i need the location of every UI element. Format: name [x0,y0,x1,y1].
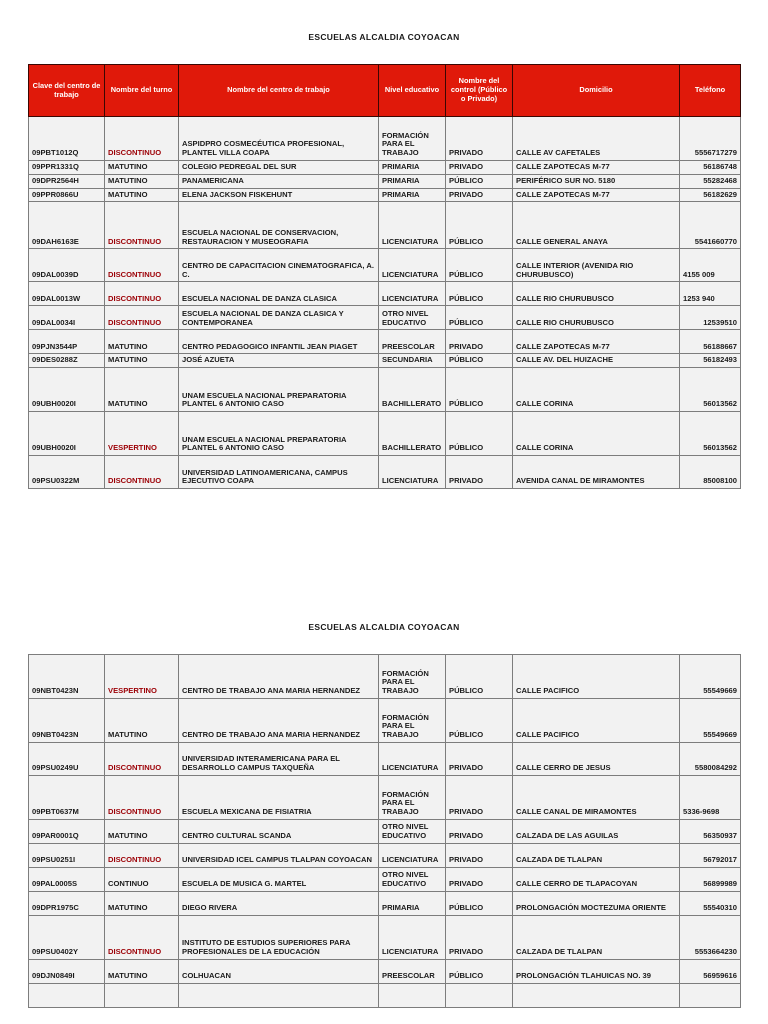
cell-clave[interactable]: 09DAL0034I [29,306,105,330]
table-row [29,306,741,330]
cell-centro[interactable]: ESCUELA NACIONAL DE DANZA CLASICA Y CONTEMPORANEA [179,306,379,330]
cell-telefono[interactable]: 55540310 [680,892,741,916]
cell-centro[interactable]: ESCUELA MEXICANA DE FISIATRIA [179,776,379,820]
cell-telefono[interactable]: 4155 009 [680,249,741,282]
cell-clave[interactable]: 09DAH6163E [29,202,105,249]
cell-clave[interactable]: 09PPR1331Q [29,161,105,175]
cell-control[interactable]: PRIVADO [446,117,513,161]
cell-centro[interactable]: ESCUELA NACIONAL DE DANZA CLASICA [179,282,379,306]
cell-domicilio[interactable]: CALZADA DE LAS AGUILAS [513,820,680,844]
cell-clave[interactable]: 09UBH0020I [29,368,105,412]
cell-domicilio[interactable]: PROLONGACIÓN TLAHUICAS NO. 39 [513,960,680,984]
cell-control[interactable]: PÚBLICO [446,249,513,282]
cell-control[interactable]: PRIVADO [446,161,513,175]
table-row [29,249,741,282]
table-row [29,868,741,892]
cell-telefono[interactable]: 56013562 [680,412,741,456]
cell-clave[interactable]: 09PAL0005S [29,868,105,892]
cell-clave[interactable]: 09PJN3544P [29,330,105,354]
cell-telefono[interactable]: 55549669 [680,655,741,699]
cell-nivel[interactable] [379,984,446,1008]
cell-nivel[interactable]: BACHILLERATO [379,368,446,412]
cell-control[interactable]: PÚBLICO [446,368,513,412]
table-row [29,202,741,249]
cell-clave[interactable]: 09NBT0423N [29,655,105,699]
table-row [29,699,741,743]
cell-control[interactable]: PÚBLICO [446,354,513,368]
schools-table-1 [28,64,741,489]
cell-domicilio[interactable]: CALLE ZAPOTECAS M-77 [513,161,680,175]
cell-turno[interactable]: DISCONTINUO [105,306,179,330]
cell-control[interactable]: PRIVADO [446,776,513,820]
cell-domicilio[interactable]: CALLE CORINA [513,368,680,412]
table-row [29,776,741,820]
cell-control[interactable]: PÚBLICO [446,655,513,699]
cell-centro[interactable]: JOSÉ AZUETA [179,354,379,368]
page-title-2: ESCUELAS ALCALDIA COYOACAN [308,622,460,632]
cell-control[interactable]: PRIVADO [446,188,513,202]
cell-nivel[interactable]: FORMACIÓN PARA EL TRABAJO [379,117,446,161]
cell-domicilio[interactable]: CALLE RIO CHURUBUSCO [513,282,680,306]
cell-control[interactable]: PÚBLICO [446,960,513,984]
cell-centro[interactable]: ELENA JACKSON FISKEHUNT [179,188,379,202]
cell-telefono[interactable]: 5556717279 [680,117,741,161]
cell-domicilio[interactable]: CALLE RIO CHURUBUSCO [513,306,680,330]
cell-clave[interactable]: 09DPR1975C [29,892,105,916]
col-header-turno[interactable]: Nombre del turno [105,65,179,117]
cell-centro[interactable]: UNAM ESCUELA NACIONAL PREPARATORIA PLANTEL 6 ANTONIO CASO [179,412,379,456]
header-row [29,65,741,117]
table-row [29,174,741,188]
cell-telefono[interactable]: 12539510 [680,306,741,330]
table-row [29,960,741,984]
cell-control[interactable]: PRIVADO [446,844,513,868]
cell-turno[interactable]: DISCONTINUO [105,202,179,249]
cell-telefono[interactable]: 1253 940 [680,282,741,306]
cell-domicilio[interactable]: CALLE CERRO DE JESUS [513,743,680,776]
cell-turno[interactable]: DISCONTINUO [105,844,179,868]
cell-domicilio[interactable]: PERIFÉRICO SUR NO. 5180 [513,174,680,188]
cell-turno[interactable]: MATUTINO [105,188,179,202]
cell-domicilio[interactable]: CALLE ZAPOTECAS M-77 [513,330,680,354]
cell-clave[interactable]: 09PBT0637M [29,776,105,820]
cell-domicilio[interactable]: CALLE PACIFICO [513,655,680,699]
cell-centro[interactable]: DIEGO RIVERA [179,892,379,916]
cell-nivel[interactable]: LICENCIATURA [379,282,446,306]
table-row [29,456,741,489]
cell-domicilio[interactable]: PROLONGACIÓN MOCTEZUMA ORIENTE [513,892,680,916]
table-row [29,354,741,368]
table-row [29,984,741,1008]
cell-clave[interactable]: 09DJN0849I [29,960,105,984]
cell-telefono[interactable]: 55549669 [680,699,741,743]
cell-centro[interactable]: COLEGIO PEDREGAL DEL SUR [179,161,379,175]
table-row [29,655,741,699]
cell-clave[interactable] [29,984,105,1008]
cell-control[interactable]: PÚBLICO [446,699,513,743]
cell-centro[interactable]: ESCUELA NACIONAL DE CONSERVACION, RESTAURACION Y MUSEOGRAFIA [179,202,379,249]
cell-turno[interactable]: MATUTINO [105,354,179,368]
cell-control[interactable]: PRIVADO [446,820,513,844]
col-header-control[interactable]: Nombre del control (Público o Privado) [446,65,513,117]
table-section-2 [28,620,740,1008]
cell-telefono[interactable]: 56182629 [680,188,741,202]
cell-domicilio[interactable]: CALZADA DE TLALPAN [513,844,680,868]
table-row [29,892,741,916]
cell-nivel[interactable]: LICENCIATURA [379,916,446,960]
cell-turno[interactable]: MATUTINO [105,699,179,743]
col-header-telefono[interactable]: Teléfono [680,65,741,117]
cell-nivel[interactable]: FORMACIÓN PARA EL TRABAJO [379,655,446,699]
col-header-domicilio[interactable]: Domicilio [513,65,680,117]
cell-control[interactable]: PRIVADO [446,456,513,489]
table-row [29,743,741,776]
cell-domicilio[interactable]: CALLE CERRO DE TLAPACOYAN [513,868,680,892]
cell-telefono[interactable]: 55282468 [680,174,741,188]
cell-nivel[interactable]: PRIMARIA [379,174,446,188]
cell-nivel[interactable]: LICENCIATURA [379,743,446,776]
page-title-1: ESCUELAS ALCALDIA COYOACAN [308,32,460,42]
table-body-1 [29,117,741,489]
cell-clave[interactable]: 09DES0288Z [29,354,105,368]
cell-control[interactable]: PÚBLICO [446,174,513,188]
table-row [29,412,741,456]
cell-turno[interactable]: MATUTINO [105,892,179,916]
cell-control[interactable]: PÚBLICO [446,202,513,249]
cell-centro[interactable]: INSTITUTO DE ESTUDIOS SUPERIORES PARA PROFESIONALES DE LA EDUCACIÓN [179,916,379,960]
cell-centro[interactable]: ASPIDPRO COSMECÉUTICA PROFESIONAL, PLANTEL VILLA COAPA [179,117,379,161]
table-body-2 [29,655,741,1008]
table-row [29,117,741,161]
cell-clave[interactable]: 09DAL0039D [29,249,105,282]
table-row [29,188,741,202]
cell-turno[interactable]: DISCONTINUO [105,456,179,489]
cell-telefono[interactable] [680,984,741,1008]
table-row [29,844,741,868]
cell-turno[interactable]: DISCONTINUO [105,776,179,820]
cell-control[interactable]: PRIVADO [446,916,513,960]
cell-domicilio[interactable]: CALLE CANAL DE MIRAMONTES [513,776,680,820]
cell-turno[interactable]: MATUTINO [105,330,179,354]
cell-domicilio[interactable]: CALLE GENERAL ANAYA [513,202,680,249]
cell-control[interactable]: PRIVADO [446,868,513,892]
cell-turno[interactable]: MATUTINO [105,368,179,412]
title-spacer-1 [28,44,740,64]
cell-nivel[interactable]: PREESCOLAR [379,330,446,354]
cell-control[interactable] [446,984,513,1008]
col-header-nivel[interactable]: Nivel educativo [379,65,446,117]
cell-domicilio[interactable]: CALLE ZAPOTECAS M-77 [513,188,680,202]
cell-turno[interactable]: DISCONTINUO [105,117,179,161]
cell-centro[interactable]: CENTRO DE TRABAJO ANA MARIA HERNANDEZ [179,655,379,699]
cell-control[interactable]: PÚBLICO [446,892,513,916]
cell-centro[interactable]: ESCUELA DE MUSICA G. MARTEL [179,868,379,892]
cell-centro[interactable]: UNIVERSIDAD LATINOAMERICANA, CAMPUS EJECUTIVO COAPA [179,456,379,489]
cell-nivel[interactable]: LICENCIATURA [379,249,446,282]
cell-telefono[interactable]: 56182493 [680,354,741,368]
cell-clave[interactable]: 09PSU0251I [29,844,105,868]
cell-nivel[interactable]: FORMACIÓN PARA EL TRABAJO [379,699,446,743]
cell-domicilio[interactable]: CALZADA DE TLALPAN [513,916,680,960]
cell-telefono[interactable]: 56013562 [680,368,741,412]
cell-turno[interactable] [105,984,179,1008]
cell-nivel[interactable]: BACHILLERATO [379,412,446,456]
cell-clave[interactable]: 09PSU0402Y [29,916,105,960]
cell-domicilio[interactable] [513,984,680,1008]
cell-centro[interactable]: UNAM ESCUELA NACIONAL PREPARATORIA PLANTEL 6 ANTONIO CASO [179,368,379,412]
cell-nivel[interactable]: OTRO NIVEL EDUCATIVO [379,820,446,844]
cell-clave[interactable]: 09PAR0001Q [29,820,105,844]
table-row [29,368,741,412]
cell-telefono[interactable]: 56899989 [680,868,741,892]
cell-turno[interactable]: MATUTINO [105,960,179,984]
cell-telefono[interactable]: 5553664230 [680,916,741,960]
cell-control[interactable]: PÚBLICO [446,412,513,456]
title-spacer-2 [28,634,740,654]
cell-nivel[interactable]: LICENCIATURA [379,202,446,249]
cell-centro[interactable] [179,984,379,1008]
cell-turno[interactable]: CONTINUO [105,868,179,892]
cell-centro[interactable]: CENTRO CULTURAL SCANDA [179,820,379,844]
cell-centro[interactable]: COLHUACAN [179,960,379,984]
cell-nivel[interactable]: PRIMARIA [379,892,446,916]
cell-control[interactable]: PÚBLICO [446,282,513,306]
cell-domicilio[interactable]: CALLE CORINA [513,412,680,456]
cell-telefono[interactable]: 56350937 [680,820,741,844]
table-row [29,916,741,960]
table-header-1 [29,65,741,117]
schools-table-2 [28,654,741,1008]
cell-turno[interactable]: DISCONTINUO [105,743,179,776]
cell-control[interactable]: PRIVADO [446,743,513,776]
cell-turno[interactable]: MATUTINO [105,174,179,188]
cell-centro[interactable]: UNIVERSIDAD INTERAMERICANA PARA EL DESARROLLO CAMPUS TAXQUEÑA [179,743,379,776]
cell-turno[interactable]: DISCONTINUO [105,249,179,282]
cell-nivel[interactable]: FORMACIÓN PARA EL TRABAJO [379,776,446,820]
cell-domicilio[interactable]: CALLE AV CAFETALES [513,117,680,161]
cell-centro[interactable]: CENTRO DE CAPACITACION CINEMATOGRAFICA, A. C. [179,249,379,282]
cell-telefono[interactable]: 5336-9698 [680,776,741,820]
cell-telefono[interactable]: 56792017 [680,844,741,868]
cell-clave[interactable]: 09NBT0423N [29,699,105,743]
table-section-1 [28,30,740,489]
cell-clave[interactable]: 09PPR0866U [29,188,105,202]
cell-nivel[interactable]: OTRO NIVEL EDUCATIVO [379,868,446,892]
table-row [29,282,741,306]
table-row [29,161,741,175]
cell-nivel[interactable]: LICENCIATURA [379,456,446,489]
cell-nivel[interactable]: LICENCIATURA [379,844,446,868]
cell-telefono[interactable]: 5541660770 [680,202,741,249]
cell-turno[interactable]: VESPERTINO [105,412,179,456]
cell-centro[interactable]: CENTRO PEDAGOGICO INFANTIL JEAN PIAGET [179,330,379,354]
table-row [29,330,741,354]
cell-centro[interactable]: PANAMERICANA [179,174,379,188]
cell-domicilio[interactable]: AVENIDA CANAL DE MIRAMONTES [513,456,680,489]
cell-clave[interactable]: 09DAL0013W [29,282,105,306]
cell-turno[interactable]: MATUTINO [105,820,179,844]
cell-turno[interactable]: MATUTINO [105,161,179,175]
cell-clave[interactable]: 09DPR2564H [29,174,105,188]
cell-nivel[interactable]: PRIMARIA [379,188,446,202]
cell-control[interactable]: PÚBLICO [446,306,513,330]
cell-telefono[interactable]: 56188667 [680,330,741,354]
cell-clave[interactable]: 09PSU0249U [29,743,105,776]
cell-domicilio[interactable]: CALLE PACIFICO [513,699,680,743]
cell-clave[interactable]: 09PBT1012Q [29,117,105,161]
cell-domicilio[interactable]: CALLE AV. DEL HUIZACHE [513,354,680,368]
cell-turno[interactable]: DISCONTINUO [105,916,179,960]
cell-telefono[interactable]: 5580084292 [680,743,741,776]
cell-turno[interactable]: VESPERTINO [105,655,179,699]
cell-nivel[interactable]: SECUNDARIA [379,354,446,368]
cell-clave[interactable]: 09PSU0322M [29,456,105,489]
cell-telefono[interactable]: 56959616 [680,960,741,984]
cell-nivel[interactable]: OTRO NIVEL EDUCATIVO [379,306,446,330]
cell-domicilio[interactable]: CALLE INTERIOR (AVENIDA RIO CHURUBUSCO) [513,249,680,282]
cell-nivel[interactable]: PREESCOLAR [379,960,446,984]
cell-telefono[interactable]: 56186748 [680,161,741,175]
cell-clave[interactable]: 09UBH0020I [29,412,105,456]
cell-centro[interactable]: CENTRO DE TRABAJO ANA MARIA HERNANDEZ [179,699,379,743]
cell-telefono[interactable]: 85008100 [680,456,741,489]
col-header-clave[interactable]: Clave del centro de trabajo [29,65,105,117]
cell-turno[interactable]: DISCONTINUO [105,282,179,306]
cell-centro[interactable]: UNIVERSIDAD ICEL CAMPUS TLALPAN COYOACAN [179,844,379,868]
cell-control[interactable]: PRIVADO [446,330,513,354]
col-header-centro[interactable]: Nombre del centro de trabajo [179,65,379,117]
table-row [29,820,741,844]
cell-nivel[interactable]: PRIMARIA [379,161,446,175]
